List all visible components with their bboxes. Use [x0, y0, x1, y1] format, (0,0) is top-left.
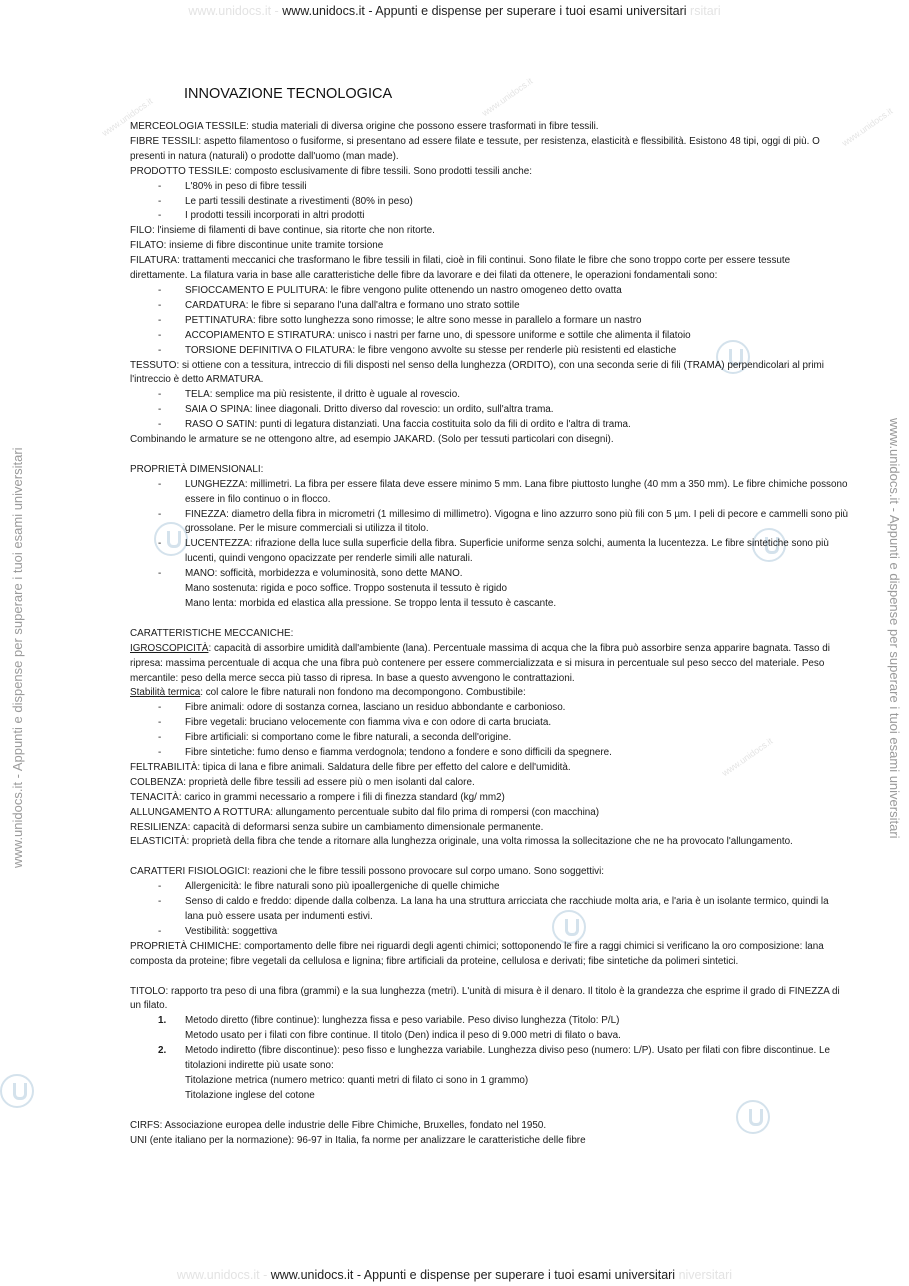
text-content: : tipica di lana e fibre animali. Saldatura delle fibre per effetto del calore e dell'umidità.	[197, 761, 571, 773]
footer-ghost-left: www.unidocs.it -	[176, 1268, 268, 1282]
list-number: 2.	[158, 1045, 167, 1057]
list-bullet: -	[158, 344, 162, 356]
text-content: Mano lenta: morbida ed elastica alla pressione. Se troppo lenta il tessuto è cascante.	[185, 597, 557, 609]
term-label: CARATTERISTICHE MECCANICHE	[130, 627, 291, 639]
list-bullet: -	[158, 478, 162, 490]
paragraph-spacer	[130, 612, 848, 627]
footer-text: www.unidocs.it - Appunti e dispense per superare i tuoi esami universitari	[270, 1268, 676, 1282]
list-bullet: -	[158, 180, 162, 192]
list-item	[130, 299, 848, 314]
list-item	[130, 195, 848, 210]
list-bullet: -	[158, 717, 162, 729]
paragraph	[130, 985, 848, 1015]
term-label: IGROSCOPICITÀ	[130, 642, 209, 654]
term-label: SFIOCCAMENTO E PULITURA	[185, 284, 326, 296]
term-label: CARDATURA	[185, 299, 246, 311]
list-bullet: -	[158, 195, 162, 207]
list-item	[130, 567, 848, 582]
diagonal-watermark: www.unidocs.it	[720, 735, 775, 779]
text-content: : capacità di assorbire umidità dall'ambiente (lana). Percentuale massima di acqua che la fibra può assorbire senza apparire bagnata. Tasso di ripresa: massima percentuale di acqua che una fibra può contenere per essere commercializzata e si misura in percentuale sul peso secco del materiale. Peso mercantile: peso della merce secca più tasso di ripresa. In base a questo avvengono le contrattazioni.	[130, 642, 830, 684]
text-content: : le fibre vengono pulite ottenendo un nastro omogeneo detto ovatta	[325, 284, 622, 296]
text-content: Vestibilità: soggettiva	[185, 925, 278, 937]
list-item	[130, 1089, 848, 1104]
list-bullet: -	[158, 314, 162, 326]
list-bullet: -	[158, 925, 162, 937]
term-label: FIBRE TESSILI	[130, 135, 199, 147]
term-label: FINEZZA	[185, 508, 227, 520]
text-content: : millimetri. La fibra per essere filata deve essere minimo 5 mm. Lana fibre piuttosto lunghe (40 mm a 350 mm). Le fibre chimiche possono essere in filo continuo o in flocco.	[185, 478, 848, 505]
text-content: Mano sostenuta: rigida e poco soffice. Troppo sostenuta il tessuto è rigido	[185, 583, 508, 595]
text-content: : insieme di fibre discontinue unite tramite torsione	[163, 240, 384, 252]
paragraph	[130, 642, 848, 687]
paragraph	[130, 239, 848, 254]
list-item	[130, 746, 848, 761]
text-content: : capacità di deformarsi senza subire un cambiamento dimensionale permanente.	[187, 821, 544, 833]
text-content: : semplice ma più resistente, il dritto è uguale al rovescio.	[209, 389, 460, 401]
text-content: : unisco i nastri per farne uno, di spessore uniforme e sottile che alimenta il filatoio	[332, 329, 691, 341]
header-watermark	[0, 4, 909, 18]
diagonal-watermark: www.unidocs.it	[840, 105, 895, 149]
list-bullet: -	[158, 284, 162, 296]
term-label: Stabilità termica	[130, 687, 201, 699]
left-side-watermark: www.unidocs.it - Appunti e dispense per superare i tuoi esami universitari	[10, 447, 25, 868]
text-content: : composto esclusivamente di fibre tessili. Sono prodotti tessili anche:	[228, 165, 532, 177]
text-content: (ente italiano per la normazione): 96-97 in Italia, fa norme per analizzare le caratteristiche delle fibre	[147, 1134, 586, 1146]
term-label: COLBENZA	[130, 776, 184, 788]
paragraph	[130, 686, 848, 701]
list-item	[130, 1029, 848, 1044]
diagonal-watermark: www.unidocs.it	[100, 95, 155, 139]
list-item	[130, 895, 848, 925]
footer-ghost-right: niversitari	[678, 1268, 733, 1282]
text-content: : fibre sotto lunghezza sono rimosse; le altre sono messe in parallelo a formare un nastro	[252, 314, 642, 326]
term-label: FILATURA	[130, 255, 178, 267]
list-item	[130, 478, 848, 508]
term-label: FELTRABILITÀ	[130, 761, 198, 773]
paragraph	[130, 359, 848, 389]
text-content: Metodo usato per i filati con fibre continue. Il titolo (Den) indica il peso di 9.000 metri di filato o bava.	[185, 1030, 621, 1042]
term-label: CARATTERI FISIOLOGICI	[130, 866, 248, 878]
list-bullet: -	[158, 896, 162, 908]
paragraph-spacer	[130, 1104, 848, 1119]
list-item	[130, 284, 848, 299]
paragraph	[130, 254, 848, 284]
text-content: Allergenicità: le fibre naturali sono più ipoallergeniche di quelle chimiche	[185, 881, 500, 893]
text-content: :	[260, 463, 264, 475]
header-text: www.unidocs.it - Appunti e dispense per superare i tuoi esami universitari	[282, 4, 687, 18]
text-content: : rifrazione della luce sulla superficie della fibra. Superficie uniforme senza solchi, aumenta la lucentezza. Le fibre sintetiche sono più lucenti, quindi vengono opacizzate per renderle simili alle naturali.	[185, 538, 829, 565]
term-label: TORSIONE DEFINITIVA O FILATURA	[185, 344, 353, 356]
paragraph	[130, 791, 848, 806]
list-item	[130, 403, 848, 418]
list-item	[130, 731, 848, 746]
text-content: : comportamento delle fibre nei riguardi degli agenti chimici; sottoponendo le fire a raggi chimici si verificano la oro composizione: lana composta da proteine; fibre vegetali da cellulosa e lignina; fibre artificiali da proteine, cellulosa e derivati; fibe sintetiche da polimeri sintetici.	[130, 940, 824, 967]
list-bullet: -	[158, 881, 162, 893]
text-content: Senso di caldo e freddo: dipende dalla colbenza. La lana ha una struttura arricciata che racchiude molta aria, e l'aria è un isolante termico, quindi la lana può essere usata per indumenti estivi.	[185, 896, 829, 922]
list-bullet: -	[158, 508, 162, 520]
paragraph	[130, 433, 848, 448]
list-bullet: -	[158, 747, 162, 759]
list-bullet: -	[158, 568, 162, 580]
paragraph-spacer	[130, 970, 848, 985]
list-item	[130, 180, 848, 195]
term-label: ELASTICITÀ	[130, 836, 187, 848]
text-content: : proprietà della fibra che tende a ritornare alla lunghezza originale, una volta rimossa la sollecitazione che ne ha provocato l'allungamento.	[186, 836, 793, 848]
term-label: LUNGHEZZA	[185, 478, 245, 490]
term-label: LUCENTEZZA	[185, 538, 250, 550]
list-bullet: -	[158, 538, 162, 550]
text-content: : l'insieme di filamenti di bave continue, sia ritorte che non ritorte.	[151, 225, 435, 237]
paragraph	[130, 1119, 848, 1134]
text-content: : col calore le fibre naturali non fondono ma decompongono. Combustibile:	[200, 687, 526, 699]
list-item	[130, 329, 848, 344]
text-content: : allungamento percentuale subito dal filo prima di rompersi (con macchina)	[270, 806, 600, 818]
term-label: SAIA O SPINA	[185, 404, 250, 416]
list-number: 1.	[158, 1015, 167, 1027]
term-label: MERCEOLOGIA TESSILE	[130, 121, 247, 132]
text-content: Metodo diretto (fibre continue): lunghezza fissa e peso variabile. Peso diviso lunghezza (Titolo: P/L)	[185, 1015, 620, 1027]
term-label: ACCOPIAMENTO E STIRATURA	[185, 329, 333, 341]
text-content: I prodotti tessili incorporati in altri prodotti	[185, 210, 365, 222]
term-label: PROPRIETÀ DIMENSIONALI	[130, 463, 261, 475]
right-side-watermark: www.unidocs.it - Appunti e dispense per superare i tuoi esami universitari	[887, 418, 902, 839]
paragraph	[130, 940, 848, 970]
text-content: : linee diagonali. Dritto diverso dal rovescio: un ordito, sull'altra trama.	[249, 404, 554, 416]
paragraph	[130, 806, 848, 821]
term-label: TENACITÀ	[130, 791, 179, 803]
list-item	[130, 716, 848, 731]
list-bullet: -	[158, 702, 162, 714]
paragraph	[130, 776, 848, 791]
text-content: Fibre animali: odore di sostanza cornea, lasciano un residuo abbondante e carbonioso.	[185, 702, 566, 714]
term-label: CIRFS	[130, 1119, 160, 1131]
paragraph	[130, 135, 848, 165]
list-item	[130, 582, 848, 597]
document-title: INNOVAZIONE TECNOLOGICA	[184, 86, 393, 102]
paragraph	[130, 120, 848, 135]
list-bullet: -	[158, 329, 162, 341]
paragraph	[130, 224, 848, 239]
text-content: : diametro della fibra in micrometri (1 millesimo di millimetro). Vigogna e lino azzurro sono più fili con 5 µm. I peli di pecore e cammelli sono più grossolane. Per le misure commerciali si utilizza il titolo.	[185, 508, 849, 535]
term-label: FILO	[130, 225, 152, 237]
paragraph	[130, 835, 848, 850]
list-item	[130, 418, 848, 433]
list-bullet: -	[158, 210, 162, 222]
text-content: : aspetto filamentoso o fusiforme, si presentano ad essere filate e tessute, per resistenza, elasticità e flessibilità. Esistono 48 tipi, oggi di più. O presenti in natura (naturali) o prodotte dall'uomo (man made).	[130, 135, 820, 162]
list-item	[130, 597, 848, 612]
list-item	[130, 537, 848, 567]
paragraph	[130, 463, 848, 478]
list-item	[130, 701, 848, 716]
text-content: : sofficità, morbidezza e voluminosità, sono dette MANO.	[214, 568, 463, 580]
paragraph-spacer	[130, 850, 848, 865]
paragraph	[130, 165, 848, 180]
list-bullet: -	[158, 732, 162, 744]
term-label: TESSUTO	[130, 359, 177, 371]
text-content: Titolazione metrica (numero metrico: quanti metri di filato ci sono in 1 grammo)	[185, 1074, 529, 1086]
list-item	[130, 388, 848, 403]
text-content: Fibre artificiali: si comportano come le fibre naturali, a seconda dell'origine.	[185, 732, 512, 744]
text-content: Combinando le armature se ne ottengono altre, ad esempio JAKARD. (Solo per tessuti particolari con disegni).	[130, 434, 614, 446]
list-item	[130, 1014, 848, 1029]
text-content: : punti di legatura distanziati. Una faccia costituita solo da fili di ordito e l'altra di trama.	[254, 419, 631, 431]
term-label: RESILIENZA	[130, 821, 188, 833]
text-content: : le fibre si separano l'una dall'altra e formano uno strato sottile	[245, 299, 520, 311]
term-label: PROPRIETÀ CHIMICHE	[130, 940, 239, 952]
text-content: : studia materiali di diversa origine che possono essere trasformati in fibre tessili.	[246, 121, 599, 132]
text-content: : si ottiene con a tessitura, intreccio di fili disposti nel senso della lunghezza (ORDITO), con una seconda serie di fili (TRAMA) perpendicolari al primi l'intreccio è detto ARMATURA.	[130, 359, 824, 386]
text-content: : proprietà delle fibre tessili ad essere più o men isolanti dal calore.	[183, 776, 475, 788]
list-item	[130, 508, 848, 538]
paragraph	[130, 865, 848, 880]
document-body	[130, 120, 848, 1148]
document-page	[130, 86, 848, 1148]
footer-watermark	[0, 1268, 909, 1282]
list-item	[130, 1044, 848, 1074]
text-content: Le parti tessili destinate a rivestimenti (80% in peso)	[185, 195, 413, 207]
list-item	[130, 880, 848, 895]
text-content: : trattamenti meccanici che trasformano le fibre tessili in filati, cioè in fili continui. Sono filate le fibre che sono troppo corte per essere tessute direttamente. La filatura varia in base alle caratteristiche delle fibre da lavorare e dei filati da ottenere, le operazioni fondamentali sono:	[130, 255, 791, 282]
text-content: : rapporto tra peso di una fibra (grammi) e la sua lunghezza (metri). L'unità di misura è il denaro. Il titolo è la grandezza che esprime il grado di FINEZZA di un filato.	[130, 985, 840, 1012]
term-label: UNI	[130, 1134, 148, 1146]
text-content: : carico in grammi necessario a rompere i fili di finezza standard (kg/ mm2)	[178, 791, 505, 803]
text-content: Fibre sintetiche: fumo denso e fiamma verdognola; tendono a fondere e sono difficili da spegnere.	[185, 747, 612, 759]
header-ghost-right: rsitari	[690, 4, 721, 18]
text-content: :	[290, 627, 294, 639]
list-item	[130, 209, 848, 224]
term-label: RASO O SATIN	[185, 419, 255, 431]
list-bullet: -	[158, 419, 162, 431]
term-label: PRODOTTO TESSILE	[130, 165, 229, 177]
list-bullet: -	[158, 389, 162, 401]
text-content: : Associazione europea delle industrie delle Fibre Chimiche, Bruxelles, fondato nel 1950.	[159, 1119, 547, 1131]
text-content: : reazioni che le fibre tessili possono provocare sul corpo umano. Sono soggettivi:	[247, 866, 605, 878]
term-label: MANO	[185, 568, 215, 580]
term-label: ALLUNGAMENTO A ROTTURA	[130, 806, 271, 818]
list-item	[130, 344, 848, 359]
term-label: TELA	[185, 389, 210, 401]
paragraph	[130, 627, 848, 642]
text-content: Metodo indiretto (fibre discontinue): peso fisso e lunghezza variabile. Lunghezza diviso peso (numero: L/P). Usato per filati con fibre discontinue. Le titolazioni indirette più usate sono:	[185, 1045, 830, 1072]
list-item	[130, 314, 848, 329]
paragraph	[130, 1134, 848, 1149]
list-item	[130, 925, 848, 940]
term-label: PETTINATURA	[185, 314, 253, 326]
header-ghost-left: www.unidocs.it -	[188, 4, 279, 18]
list-item	[130, 1074, 848, 1089]
list-bullet: -	[158, 299, 162, 311]
term-label: TITOLO	[130, 985, 166, 997]
text-content: Titolazione inglese del cotone	[185, 1089, 315, 1101]
watermark-logo-icon	[0, 1074, 34, 1108]
text-content: : le fibre vengono avvolte su stesse per renderle più resistenti ed elastiche	[352, 344, 677, 356]
paragraph-spacer	[130, 448, 848, 463]
list-bullet: -	[158, 404, 162, 416]
text-content: Fibre vegetali: bruciano velocemente con fiamma viva e con odore di carta bruciata.	[185, 717, 552, 729]
diagonal-watermark: www.unidocs.it	[480, 75, 535, 119]
paragraph	[130, 761, 848, 776]
paragraph	[130, 821, 848, 836]
text-content: L'80% in peso di fibre tessili	[185, 180, 307, 192]
term-label: FILATO	[130, 240, 164, 252]
